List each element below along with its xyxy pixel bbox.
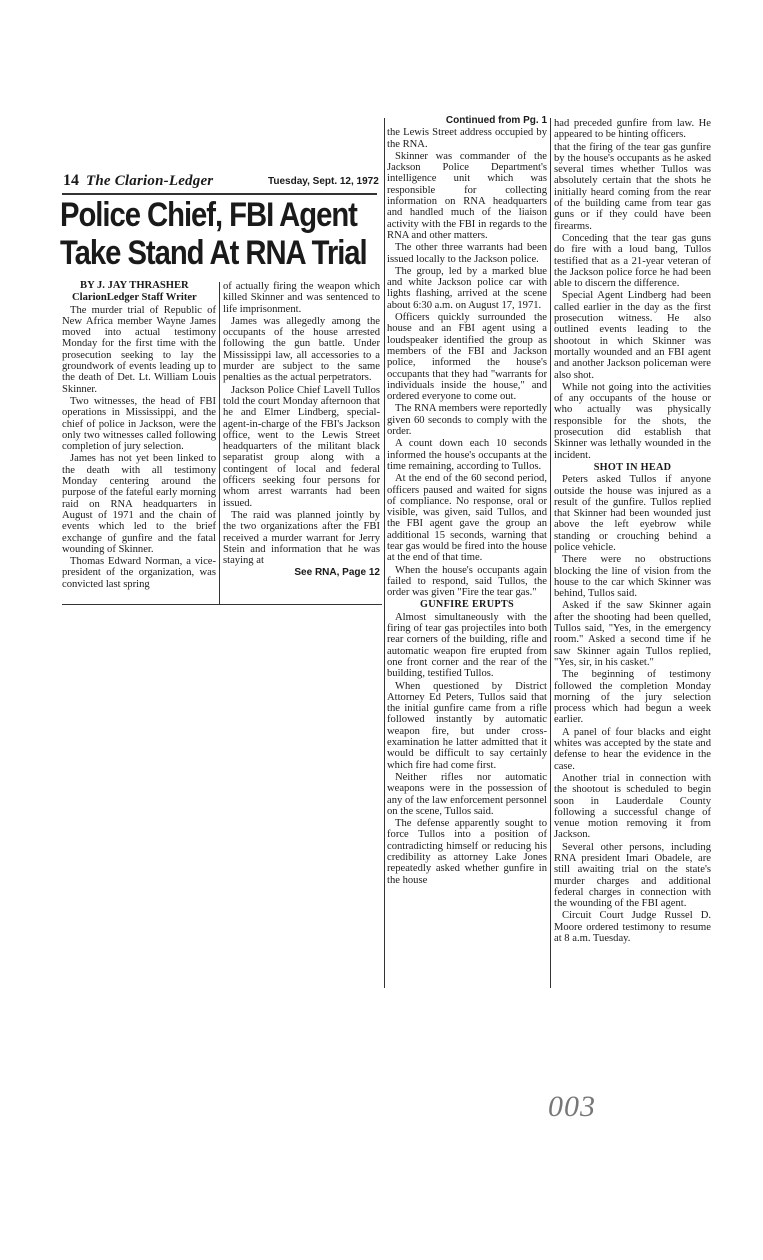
paragraph: James has not yet been linked to the death with all testimony Monday centering around the purpose of the fateful early morning raid on RNA headquarters in August of 1971 and the chain of events which led to the brief exchange of gunfire and the fatal wounding of Skinner. <box>62 453 216 555</box>
bottom-rule <box>62 604 382 605</box>
headline-line-1: Police Chief, FBI Agent <box>60 196 357 234</box>
headline-line-2: Take Stand At RNA Trial <box>60 234 367 272</box>
paragraph: The beginning of testimony followed the completion Monday morning of the jury selection process which had begun a week earlier. <box>554 669 711 726</box>
column-rule <box>219 282 220 604</box>
paragraph: The murder trial of Republic of New Africa member Wayne James moved into actual testimony Monday for the first time with the prosecution seeking to lay the groundwork of events leading up to the death of Det. Lt. William Louis Skinner. <box>62 304 216 395</box>
paragraph: Asked if the saw Skinner again after the shooting had been quelled, Tullos said, "Yes, in the emergency room." Asked a second time if he saw Skinner again Tullos replied, "Yes, sir, in his casket." <box>554 600 711 668</box>
byline-role: ClarionLedger Staff Writer <box>72 292 197 304</box>
paragraph: James was allegedly among the occupants of the house arrested following the gun battle. Under Mississippi law, all accessories to a murder are subject to the same penalties as the actual perpetrators. <box>223 315 380 384</box>
subhead: SHOT IN HEAD <box>593 461 672 473</box>
issue-date: Tuesday, Sept. 12, 1972 <box>268 176 379 187</box>
handwritten-annotation: 003 <box>548 1090 596 1123</box>
paragraph: A count down each 10 seconds informed the house's occupants at the time remaining, according to Tullos. <box>387 438 547 472</box>
paragraph: There were no obstructions blocking the line of vision from the house to the car which Skinner was behind, Tullos said. <box>554 554 711 600</box>
column-rule <box>384 118 385 988</box>
paragraph: of actually firing the weapon which killed Skinner and was sentenced to life imprisonment. <box>223 281 380 315</box>
paragraph: Officers quickly surrounded the house and an FBI agent using a loudspeaker identified the group as members of the FBI and Jackson police, informed the house's occupants that they had "warrants for individuals inside the house," and ordered everyone to come out. <box>387 312 547 403</box>
paragraph: the Lewis Street address occupied by the RNA. <box>387 127 547 150</box>
paragraph: Thomas Edward Norman, a vice-president of the organization, was convicted last spring <box>62 556 216 590</box>
paragraph: A panel of four blacks and eight whites was accepted by the state and defense to hear the evidence in the case. <box>554 726 711 772</box>
headline <box>60 196 367 272</box>
masthead-rule <box>62 193 377 195</box>
paragraph: Peters asked Tullos if anyone outside the house was injured as a result of the gunfire. Tullos replied that Skinner had been wounded just above the left eyebrow while standing or crouching behind a police vehicle. <box>554 474 711 553</box>
paragraph: When the house's occupants again failed to respond, said Tullos, the order was given "Fire the tear gas." <box>387 564 547 599</box>
paragraph: Special Agent Lindberg had been called earlier in the day as the first prosecution witness. He also outlined events leading to the shootout in which Skinner was mortally wounded and an FBI agent and another Jackson policeman were also shot. <box>554 290 711 381</box>
article-column-1 <box>62 280 216 591</box>
continued-line: Continued from Pg. 1 <box>445 115 547 126</box>
paragraph: The other three warrants had been issued locally to the Jackson police. <box>387 242 547 265</box>
paragraph: Another trial in connection with the shootout is scheduled to begin soon in Lauderdale County following a successful change of venue motion removing it from Jackson. <box>554 772 711 841</box>
paragraph: Jackson Police Chief Lavell Tullos told the court Monday afternoon that he and Elmer Lindberg, special-agent-in-charge of the FBI's Jackson office, went to the Lewis Street headquarters of the militant black separatist group along with a contingent of local and federal officers seeking four persons for whom arrest warrants had been issued. <box>223 384 380 509</box>
subhead: GUNFIRE ERUPTS <box>420 599 514 611</box>
article-column-2 <box>223 281 380 580</box>
paragraph: that the firing of the tear gas gunfire by the house's occupants as he asked several times whether Tullos was absolutely certain that the shots he initially heard coming from the rear of the building came from tear gas guns or if they could have been firearms. <box>554 141 711 232</box>
paragraph: Conceding that the tear gas guns do fire with a loud bang, Tullos testified that as a 21-year veteran of the Jackson police force he had been able to discern the difference. <box>554 232 711 290</box>
paragraph: At the end of the 60 second period, officers paused and waited for signs of compliance. No response, oral or visible, was given, said Tullos, and the FBI agent gave the group an additional 15 seconds, warning that tear gas would be fired into the house at the end of that time. <box>387 473 547 564</box>
byline-author: BY J. JAY THRASHER <box>80 280 189 291</box>
paragraph: The RNA members were reportedly given 60 seconds to comply with the order. <box>387 403 547 438</box>
paper-name: The Clarion-Ledger <box>86 173 214 189</box>
paragraph: Skinner was commander of the Jackson Police Department's intelligence unit which was responsible for collecting information on RNA headquarters and handled much of the liaison activity with the FBI in regards to the RNA and other matters. <box>387 150 547 241</box>
paragraph: Almost simultaneously with the firing of tear gas projectiles into both rear corners of the building, rifle and automatic weapon fire erupted from one front corner and the rear of the building, testified Tullos. <box>387 611 547 680</box>
paragraph: While not going into the activities of any occupants of the house or who actually was physically responsible for the shots, the prosecution did establish that Skinner was lethally wounded in the incident. <box>554 381 711 461</box>
paragraph: The group, led by a marked blue and white Jackson police car with lights flashing, arrived at the scene about 6:30 a.m. on August 17, 1971. <box>387 265 547 311</box>
paragraph: Circuit Court Judge Russel D. Moore ordered testimony to resume at 8 a.m. Tuesday. <box>554 910 711 945</box>
paragraph: The raid was planned jointly by the two organizations after the FBI received a murder warrant for Jerry Stein and information that he was staying at <box>223 509 380 567</box>
paragraph: When questioned by District Attorney Ed Peters, Tullos said that the initial gunfire came from a rifle followed instantly by automatic weapon fire, but under cross-examination he latter admitted that it would be difficult to say certainly which fire had come first. <box>387 680 547 771</box>
paragraph: The defense apparently sought to force Tullos into a position of contradicting himself or reducing his credibility as attorney Lake Jones repeatedly asked whether gunfire in the house <box>387 818 547 886</box>
paragraph: Neither rifles nor automatic weapons were in the possession of any of the law enforcement personnel on the scene, Tullos said. <box>387 771 547 817</box>
paragraph: Two witnesses, the head of FBI operations in Mississippi, and the chief of police in Jackson, were the only two witnesses called following completion of jury selection. <box>62 395 216 453</box>
page-number: 14 <box>63 172 79 189</box>
column-rule <box>550 118 551 988</box>
paragraph: had preceded gunfire from law. He appeared to be hinting officers. <box>554 118 711 141</box>
article-column-4 <box>554 118 711 945</box>
article-column-3 <box>387 115 547 887</box>
paragraph: Several other persons, including RNA president Imari Obadele, are still awaiting trial on the state's murder charges and additional federal charges in connection with the wounding of the FBI agent. <box>554 841 711 910</box>
jump-line[interactable]: See RNA, Page 12 <box>294 567 380 579</box>
